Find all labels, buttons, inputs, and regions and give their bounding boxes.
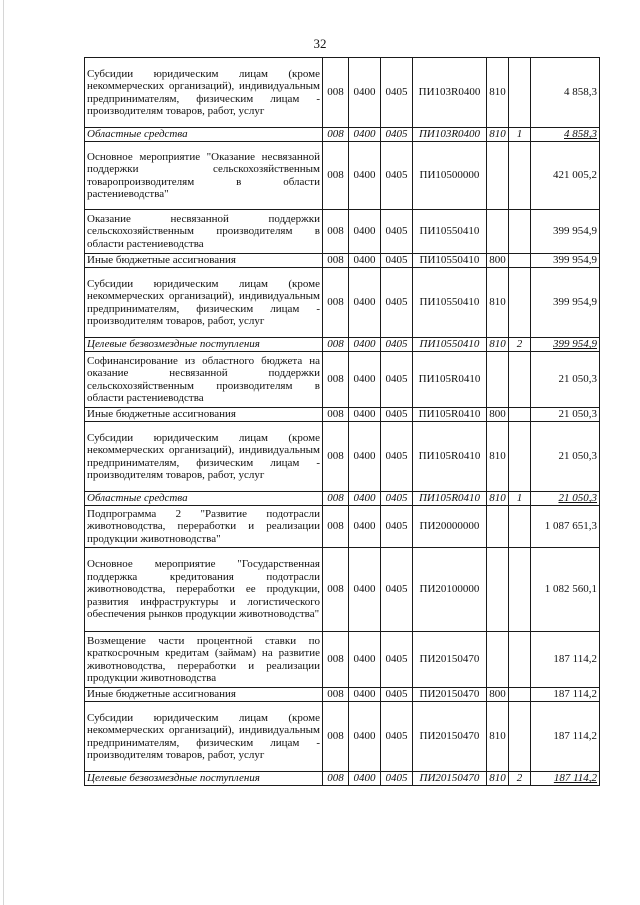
cell-funding-source-code: [509, 506, 531, 548]
cell-ved-code: 008: [323, 548, 349, 632]
cell-amount: 399 954,9: [531, 254, 600, 268]
cell-ved-code: 008: [323, 210, 349, 254]
cell-target-article-code: ПИ105R0410: [413, 422, 487, 492]
row-description: Субсидии юридическим лицам (кроме некоммерческих организаций), индивидуальным предпринимателям, физическим лицам - производителям товаров, работ, услуг: [85, 422, 323, 492]
cell-expense-type-code: 810: [487, 422, 509, 492]
cell-section-code: 0400: [349, 422, 381, 492]
cell-ved-code: 008: [323, 254, 349, 268]
cell-expense-type-code: [487, 352, 509, 408]
cell-ved-code: 008: [323, 352, 349, 408]
scan-edge-line: [3, 0, 4, 905]
page-number: 32: [313, 36, 327, 51]
row-description: Оказание несвязанной поддержки сельскохозяйственным производителям в области растениеводства: [85, 210, 323, 254]
cell-funding-source-code: [509, 352, 531, 408]
cell-target-article-code: ПИ20100000: [413, 548, 487, 632]
cell-ved-code: 008: [323, 338, 349, 352]
cell-expense-type-code: 810: [487, 772, 509, 786]
cell-section-code: 0400: [349, 688, 381, 702]
cell-funding-source-code: [509, 268, 531, 338]
row-description: Субсидии юридическим лицам (кроме некоммерческих организаций), индивидуальным предпринимателям, физическим лицам - производителям товаров, работ, услуг: [85, 268, 323, 338]
table-row: [85, 338, 600, 352]
cell-subsection-code: 0405: [381, 210, 413, 254]
cell-funding-source-code: [509, 58, 531, 128]
cell-funding-source-code: [509, 632, 531, 688]
cell-target-article-code: ПИ10550410: [413, 268, 487, 338]
cell-section-code: 0400: [349, 210, 381, 254]
cell-target-article-code: ПИ20000000: [413, 506, 487, 548]
cell-funding-source-code: [509, 254, 531, 268]
row-description: Подпрограмма 2 "Развитие подотрасли животноводства, переработки и реализации продукции животноводства": [85, 506, 323, 548]
cell-ved-code: 008: [323, 632, 349, 688]
row-description: Возмещение части процентной ставки по краткосрочным кредитам (займам) на развитие животноводства, переработки и реализации продукции животноводства: [85, 632, 323, 688]
table-row: [85, 210, 600, 254]
cell-amount: 21 050,3: [531, 408, 600, 422]
cell-section-code: 0400: [349, 352, 381, 408]
cell-subsection-code: 0405: [381, 632, 413, 688]
cell-subsection-code: 0405: [381, 338, 413, 352]
cell-funding-source-code: 2: [509, 772, 531, 786]
cell-subsection-code: 0405: [381, 408, 413, 422]
table-row: [85, 128, 600, 142]
cell-expense-type-code: 810: [487, 492, 509, 506]
cell-funding-source-code: [509, 422, 531, 492]
cell-subsection-code: 0405: [381, 268, 413, 338]
cell-section-code: 0400: [349, 506, 381, 548]
cell-amount: 4 858,3: [531, 58, 600, 128]
cell-subsection-code: 0405: [381, 506, 413, 548]
cell-section-code: 0400: [349, 254, 381, 268]
cell-subsection-code: 0405: [381, 142, 413, 210]
cell-ved-code: 008: [323, 772, 349, 786]
cell-target-article-code: ПИ10550410: [413, 254, 487, 268]
cell-ved-code: 008: [323, 268, 349, 338]
cell-section-code: 0400: [349, 268, 381, 338]
cell-amount: 21 050,3: [531, 492, 600, 506]
cell-amount: 4 858,3: [531, 128, 600, 142]
cell-expense-type-code: 810: [487, 128, 509, 142]
cell-funding-source-code: 1: [509, 492, 531, 506]
cell-amount: 187 114,2: [531, 632, 600, 688]
cell-ved-code: 008: [323, 58, 349, 128]
cell-ved-code: 008: [323, 702, 349, 772]
cell-amount: 1 087 651,3: [531, 506, 600, 548]
table-row: [85, 254, 600, 268]
table-row: [85, 142, 600, 210]
table-row: [85, 422, 600, 492]
cell-subsection-code: 0405: [381, 688, 413, 702]
row-description: Субсидии юридическим лицам (кроме некоммерческих организаций), индивидуальным предпринимателям, физическим лицам - производителям товаров, работ, услуг: [85, 58, 323, 128]
cell-ved-code: 008: [323, 422, 349, 492]
cell-target-article-code: ПИ20150470: [413, 702, 487, 772]
cell-target-article-code: ПИ105R0410: [413, 352, 487, 408]
cell-target-article-code: ПИ20150470: [413, 632, 487, 688]
row-description: Основное мероприятие "Оказание несвязанной поддержки сельскохозяйственным товаропроизводителям в области растениеводства": [85, 142, 323, 210]
cell-expense-type-code: 800: [487, 408, 509, 422]
row-description: Основное мероприятие "Государственная поддержка кредитования подотрасли животноводства, переработки ее продукции, развития инфраструктуры и логистического обеспечения рынков продукции животноводства": [85, 548, 323, 632]
row-description: Софинансирование из областного бюджета на оказание несвязанной поддержки сельскохозяйственным производителям в области растениеводства: [85, 352, 323, 408]
cell-target-article-code: ПИ105R0410: [413, 492, 487, 506]
cell-target-article-code: ПИ103R0400: [413, 128, 487, 142]
cell-section-code: 0400: [349, 632, 381, 688]
cell-subsection-code: 0405: [381, 128, 413, 142]
row-description: Целевые безвозмездные поступления: [85, 338, 323, 352]
cell-section-code: 0400: [349, 338, 381, 352]
cell-funding-source-code: [509, 408, 531, 422]
cell-subsection-code: 0405: [381, 492, 413, 506]
cell-funding-source-code: [509, 688, 531, 702]
cell-amount: 187 114,2: [531, 702, 600, 772]
table-row: [85, 548, 600, 632]
cell-funding-source-code: [509, 210, 531, 254]
table-row: [85, 408, 600, 422]
cell-amount: 1 082 560,1: [531, 548, 600, 632]
cell-section-code: 0400: [349, 772, 381, 786]
cell-amount: 187 114,2: [531, 688, 600, 702]
cell-subsection-code: 0405: [381, 352, 413, 408]
cell-section-code: 0400: [349, 702, 381, 772]
table-row: [85, 702, 600, 772]
cell-target-article-code: ПИ10550410: [413, 210, 487, 254]
cell-expense-type-code: 800: [487, 688, 509, 702]
cell-funding-source-code: [509, 142, 531, 210]
cell-amount: 399 954,9: [531, 210, 600, 254]
cell-expense-type-code: [487, 506, 509, 548]
row-description: Субсидии юридическим лицам (кроме некоммерческих организаций), индивидуальным предпринимателям, физическим лицам - производителям товаров, работ, услуг: [85, 702, 323, 772]
table-row: [85, 58, 600, 128]
cell-amount: 399 954,9: [531, 268, 600, 338]
cell-amount: 187 114,2: [531, 772, 600, 786]
cell-subsection-code: 0405: [381, 772, 413, 786]
budget-table: [84, 57, 600, 786]
cell-subsection-code: 0405: [381, 702, 413, 772]
row-description: Областные средства: [85, 492, 323, 506]
cell-target-article-code: ПИ103R0400: [413, 58, 487, 128]
cell-target-article-code: ПИ20150470: [413, 688, 487, 702]
cell-funding-source-code: 2: [509, 338, 531, 352]
cell-ved-code: 008: [323, 128, 349, 142]
cell-expense-type-code: 810: [487, 268, 509, 338]
table-row: [85, 268, 600, 338]
cell-amount: 421 005,2: [531, 142, 600, 210]
cell-funding-source-code: [509, 702, 531, 772]
row-description: Целевые безвозмездные поступления: [85, 772, 323, 786]
cell-expense-type-code: 810: [487, 702, 509, 772]
cell-expense-type-code: 810: [487, 58, 509, 128]
cell-subsection-code: 0405: [381, 422, 413, 492]
cell-expense-type-code: 810: [487, 338, 509, 352]
cell-subsection-code: 0405: [381, 548, 413, 632]
row-description: Иные бюджетные ассигнования: [85, 688, 323, 702]
cell-section-code: 0400: [349, 548, 381, 632]
cell-target-article-code: ПИ20150470: [413, 772, 487, 786]
cell-subsection-code: 0405: [381, 58, 413, 128]
cell-section-code: 0400: [349, 492, 381, 506]
cell-amount: 21 050,3: [531, 352, 600, 408]
cell-ved-code: 008: [323, 408, 349, 422]
cell-expense-type-code: [487, 142, 509, 210]
row-description: Иные бюджетные ассигнования: [85, 408, 323, 422]
cell-ved-code: 008: [323, 142, 349, 210]
cell-ved-code: 008: [323, 688, 349, 702]
table-row: [85, 492, 600, 506]
cell-expense-type-code: [487, 548, 509, 632]
table-row: [85, 688, 600, 702]
cell-target-article-code: ПИ10500000: [413, 142, 487, 210]
table-row: [85, 632, 600, 688]
cell-amount: 21 050,3: [531, 422, 600, 492]
cell-target-article-code: ПИ10550410: [413, 338, 487, 352]
cell-target-article-code: ПИ105R0410: [413, 408, 487, 422]
cell-expense-type-code: [487, 632, 509, 688]
table-row: [85, 506, 600, 548]
cell-section-code: 0400: [349, 128, 381, 142]
cell-funding-source-code: 1: [509, 128, 531, 142]
row-description: Областные средства: [85, 128, 323, 142]
cell-section-code: 0400: [349, 408, 381, 422]
cell-ved-code: 008: [323, 492, 349, 506]
table-row: [85, 772, 600, 786]
cell-amount: 399 954,9: [531, 338, 600, 352]
row-description: Иные бюджетные ассигнования: [85, 254, 323, 268]
cell-expense-type-code: 800: [487, 254, 509, 268]
cell-funding-source-code: [509, 548, 531, 632]
table-row: [85, 352, 600, 408]
cell-expense-type-code: [487, 210, 509, 254]
cell-subsection-code: 0405: [381, 254, 413, 268]
cell-ved-code: 008: [323, 506, 349, 548]
cell-section-code: 0400: [349, 58, 381, 128]
cell-section-code: 0400: [349, 142, 381, 210]
